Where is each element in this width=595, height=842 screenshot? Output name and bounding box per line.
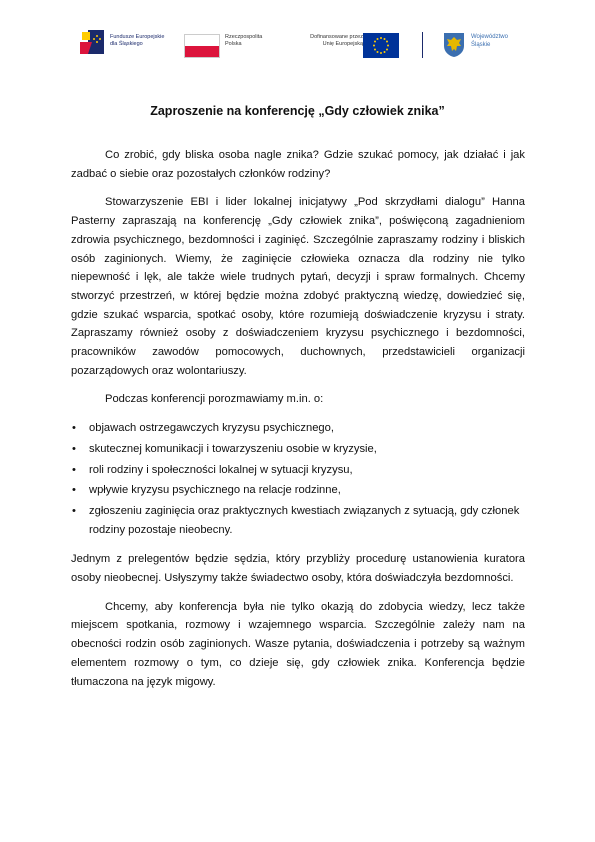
document-body: [71, 146, 525, 701]
polish-flag-icon: [184, 34, 220, 58]
eu-flag-icon: [363, 33, 399, 58]
list-item-text: roli rodziny i społeczności lokalnej w sytuacji kryzysu,: [89, 463, 353, 476]
list-item-text: wpływie kryzysu psychicznego na relacje rodzinne,: [89, 484, 341, 497]
european-funds-label: [110, 34, 190, 48]
logo-separator: [422, 32, 423, 58]
bullet-icon: •: [72, 463, 76, 476]
list-item-text: zgłoszeniu zaginięcia oraz praktycznych kwestiach związanych z sytuacją, gdy członek rodziny pozostaje nieobecny.: [89, 504, 520, 536]
european-funds-logo-icon: [80, 30, 104, 54]
bullet-icon: •: [72, 442, 76, 455]
list-item: [71, 502, 525, 539]
list-item: [71, 481, 525, 500]
polish-republic-line-1: Rzeczpospolita: [225, 34, 263, 40]
logo-bar: [70, 26, 525, 66]
eu-funding-label: [288, 34, 363, 48]
silesian-voivodeship-label: [471, 34, 526, 49]
bullet-icon: •: [72, 504, 76, 517]
intro-paragraph: Co zrobić, gdy bliska osoba nagle znika? Gdzie szukać pomocy, jak działać i jak zadbać o siebie oraz pozostałych członków rodziny?: [71, 149, 525, 180]
eu-funding-line-1: Dofinansowane przez: [310, 34, 363, 40]
silesian-voivodeship-line-2: Śląskie: [471, 41, 491, 48]
closing-paragraph: Chcemy, aby konferencja była nie tylko okazją do zdobycia wiedzy, lecz także miejscem spotkania, rozmowy i wzajemnego wsparcia. Szczególnie zależy nam na obecności rodzin osób zaginionych. Wasze pytania, doświadczenia i potrzeby są ważnym elementem rozmowy o tym, co dzieje się, gdy człowiek znika. Konferencja będzie tłumaczona na język migowy.: [71, 600, 525, 688]
list-item-text: skutecznej komunikacji i towarzyszeniu osobie w kryzysie,: [89, 442, 377, 455]
silesian-voivodeship-line-1: Województwo: [471, 34, 508, 40]
topics-intro-paragraph: Podczas konferencji porozmawiamy m.in. o:: [105, 393, 324, 406]
bullet-icon: •: [72, 422, 76, 435]
european-funds-line-2: dla Śląskiego: [110, 41, 143, 47]
list-item: [71, 440, 525, 459]
page-title: Zaproszenie na konferencję „Gdy człowiek znika”: [150, 104, 445, 118]
invitation-paragraph: Stowarzyszenie EBI i lider lokalnej inicjatywy „Pod skrzydłami dialogu” Hanna Pasterny zapraszają na konferencję „Gdy człowiek znika”, poświęconą zagadnieniom zdrowia psychicznego, bezdomności i zaginięć. Szczególnie zapraszamy rodziny i bliskich osób zaginionych. Wiemy, że zaginięcie człowieka oznacza dla rodziny nie tylko niepewność i lęk, ale także wiele trudnych pytań, decyzji i spraw formalnych. Chcemy stworzyć przestrzeń, w której będzie można zdobyć praktyczną wiedzę, dowiedzieć się, gdzie szukać wsparcia, spotkać osoby, które rozumieją doświadczenie kryzysu i straty. Zapraszamy również osoby z doświadczeniem kryzysu psychicznego i bezdomności, pracowników zawodów pomocowych, duchownych, przedstawicieli organizacji pozarządowych oraz wolontariuszy.: [71, 196, 525, 377]
silesian-eagle-crest-icon: [443, 32, 465, 58]
list-item-text: objawach ostrzegawczych kryzysu psychicznego,: [89, 422, 334, 435]
speakers-paragraph: Jednym z prelegentów będzie sędzia, który przybliży procedurę ustanowienia kuratora osoby nieobecnej. Usłyszymy także świadectwo osoby, która doświadczyła bezdomności.: [71, 553, 525, 585]
bullet-icon: •: [72, 484, 76, 497]
list-item: [71, 461, 525, 480]
eu-funding-line-2: Unię Europejską: [322, 41, 363, 47]
polish-republic-line-2: Polska: [225, 41, 242, 47]
topics-list: [71, 419, 525, 539]
polish-republic-label: [225, 34, 285, 48]
european-funds-line-1: Fundusze Europejskie: [110, 34, 165, 40]
list-item: [71, 419, 525, 438]
